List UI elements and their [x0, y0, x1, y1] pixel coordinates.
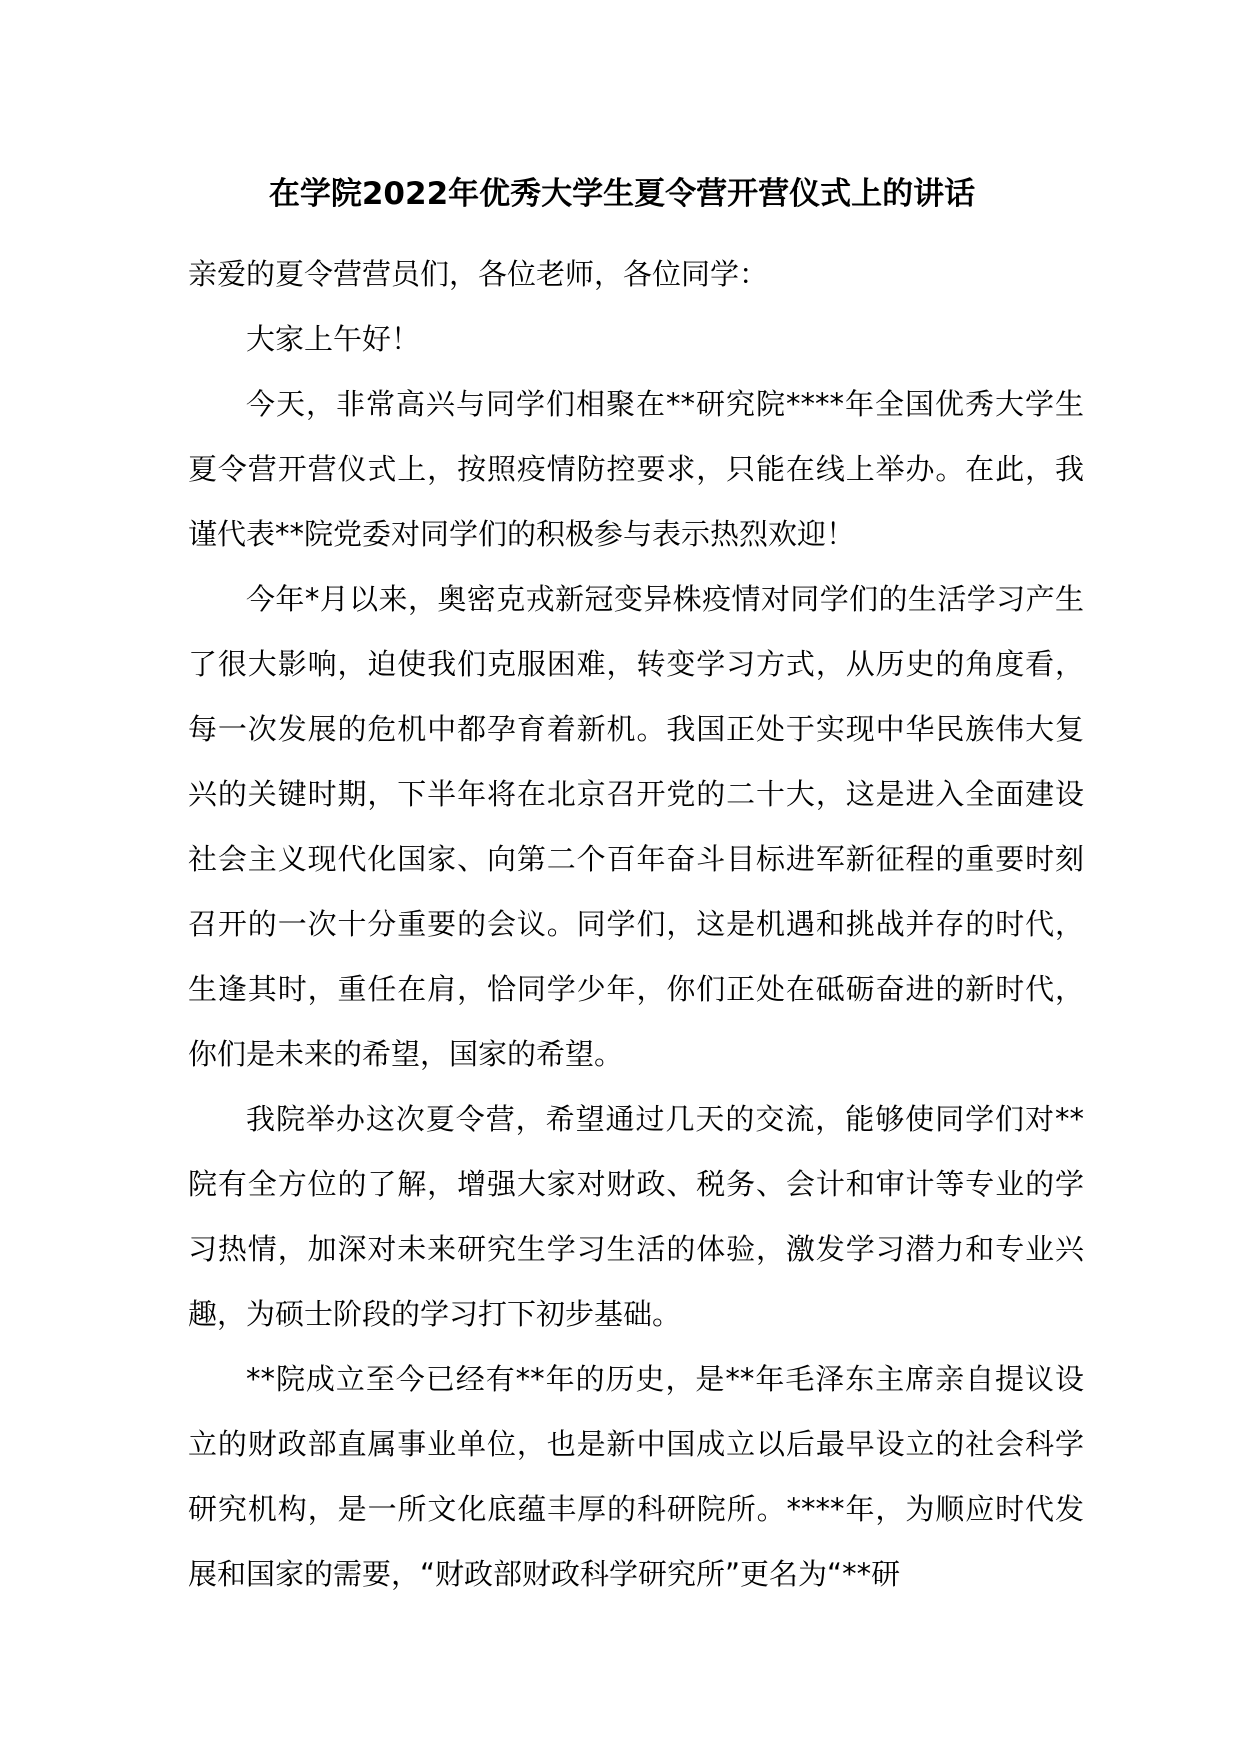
salutation: 亲爱的夏令营营员们，各位老师，各位同学： — [188, 257, 769, 291]
paragraph-greeting: 大家上午好！ — [246, 322, 421, 356]
paragraph-purpose: 我院举办这次夏令营，希望通过几天的交流，能够使同学们对**院有全方位的了解，增强大家对财政、税务、会计和审计等专业的学习热情，加深对未来研究生学习生活的体验，激发学习潜力和专业兴趣，为硕士阶段的学习打下初步基础。 — [188, 1102, 1084, 1331]
document-body — [188, 242, 1084, 1607]
paragraph-history: **院成立至今已经有**年的历史，是**年毛泽东主席亲自提议设立的财政部直属事业单位，也是新中国成立以后最早设立的社会科学研究机构，是一所文化底蕴丰厚的科研院所。****年，为顺应时代发展和国家的需要，“财政部财政科学研究所”更名为“**研 — [188, 1362, 1084, 1591]
paragraph-context: 今年*月以来，奥密克戎新冠变异株疫情对同学们的生活学习产生了很大影响，迫使我们克服困难，转变学习方式，从历史的角度看，每一次发展的危机中都孕育着新机。我国正处于实现中华民族伟大复兴的关键时期，下半年将在北京召开党的二十大，这是进入全面建设社会主义现代化国家、向第二个百年奋斗目标进军新征程的重要时刻召开的一次十分重要的会议。同学们，这是机遇和挑战并存的时代，生逢其时，重任在肩，恰同学少年，你们正处在砥砺奋进的新时代，你们是未来的希望，国家的希望。 — [188, 582, 1084, 1071]
document-title: 在学院2022年优秀大学生夏令营开营仪式上的讲话 — [268, 176, 976, 212]
paragraph-welcome: 今天，非常高兴与同学们相聚在**研究院****年全国优秀大学生夏令营开营仪式上，按照疫情防控要求，只能在线上举办。在此，我谨代表**院党委对同学们的积极参与表示热烈欢迎！ — [188, 387, 1084, 551]
